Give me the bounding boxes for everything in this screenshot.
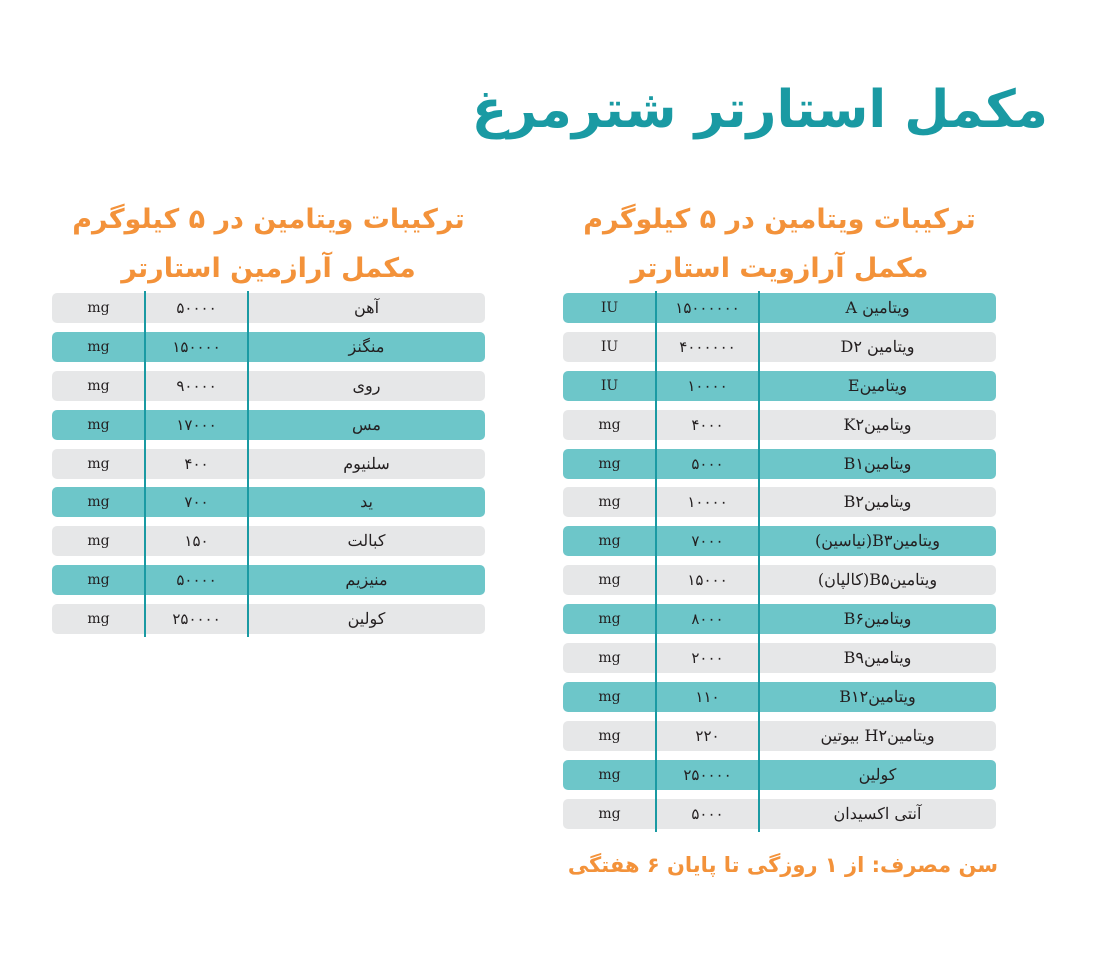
name-cell: ویتامینB۹	[843, 648, 912, 668]
unit-cell: mg	[87, 455, 110, 472]
usage-age-note: سن مصرف: از ۱ روزگی تا پایان ۶ هفتگی	[567, 853, 998, 877]
table-row	[563, 604, 996, 634]
unit-cell: mg	[87, 300, 110, 316]
unit-cell: IU	[600, 300, 619, 316]
amount-cell: ۱۵۰	[184, 532, 209, 551]
amount-cell: ۱۵۰۰۰	[687, 571, 728, 590]
unit-cell: mg	[598, 455, 621, 472]
left-section-title-line1: ترکیبات ویتامین در ۵ کیلوگرم	[72, 204, 465, 235]
amount-cell: ۷۰۰	[184, 493, 209, 512]
name-cell: ویتامینB۵(کالپان)	[817, 570, 938, 590]
amount-cell: ۸۰۰۰	[691, 610, 724, 629]
name-cell: ویتامینK۲	[843, 414, 912, 434]
left-section-title-line2: مکمل آرازمین استارتر	[121, 253, 416, 284]
unit-cell: mg	[598, 805, 621, 822]
right-section-title-line2: مکمل آرازویت استارتر	[630, 253, 929, 284]
unit-cell: mg	[87, 572, 110, 589]
name-cell: آنتی اکسیدان	[833, 803, 922, 823]
amount-cell: ۲۵۰۰۰۰	[172, 610, 221, 629]
unit-cell: IU	[600, 338, 619, 355]
name-cell: ویتامینB۲	[843, 492, 912, 512]
unit-cell: mg	[87, 338, 110, 355]
name-cell: منیزیم	[345, 570, 388, 590]
name-cell: آهن	[353, 298, 380, 317]
name-cell: روی	[352, 375, 381, 395]
table-row	[563, 643, 996, 673]
amount-cell: ۱۱۰	[695, 687, 720, 706]
name-cell: سلنیوم	[343, 453, 390, 473]
unit-cell: mg	[598, 572, 621, 589]
amount-cell: ۴۰۰۰	[691, 415, 724, 434]
table-row	[563, 371, 996, 401]
left-section-title	[52, 195, 485, 293]
unit-cell: mg	[598, 416, 621, 433]
table-row	[52, 293, 485, 323]
table-row	[52, 565, 485, 595]
table-row	[563, 293, 996, 323]
table-row	[563, 760, 996, 790]
name-cell: مس	[352, 414, 381, 434]
unit-cell: mg	[598, 727, 621, 744]
right-section-title-line1: ترکیبات ویتامین در ۵ کیلوگرم	[583, 204, 976, 235]
main-title: مکمل استارتر شترمرغ	[471, 80, 1048, 140]
amount-cell: ۴۰۰	[184, 454, 209, 473]
name-cell: ویتامینB۱	[843, 453, 912, 473]
table-divider	[655, 291, 657, 832]
name-cell: ویتامینE	[847, 375, 908, 395]
table-divider	[144, 291, 146, 637]
unit-cell: mg	[598, 650, 621, 667]
amount-cell: ۵۰۰۰۰	[176, 571, 217, 590]
table-row	[52, 487, 485, 517]
mineral-table	[52, 293, 485, 643]
unit-cell: mg	[87, 416, 110, 433]
unit-cell: mg	[598, 766, 621, 783]
unit-cell: mg	[598, 688, 621, 705]
table-row	[563, 682, 996, 712]
table-row	[563, 721, 996, 751]
amount-cell: ۵۰۰۰	[691, 804, 724, 823]
name-cell: کولین	[858, 764, 897, 784]
table-row	[52, 371, 485, 401]
table-row	[563, 410, 996, 440]
table-row	[52, 410, 485, 440]
table-row	[563, 565, 996, 595]
table-row	[52, 332, 485, 362]
table-row	[563, 449, 996, 479]
table-row	[563, 526, 996, 556]
amount-cell: ۴۰۰۰۰۰۰	[679, 337, 736, 356]
amount-cell: ۱۰۰۰۰	[687, 493, 728, 512]
table-row	[563, 799, 996, 829]
unit-cell: mg	[87, 494, 110, 511]
name-cell: منگنز	[348, 336, 385, 356]
amount-cell: ۵۰۰۰۰	[176, 299, 217, 317]
name-cell: کبالت	[347, 531, 386, 551]
name-cell: ویتامینB۳(نیاسین)	[815, 531, 940, 551]
amount-cell: ۱۷۰۰۰	[176, 415, 217, 434]
name-cell: ید	[360, 492, 373, 512]
table-row	[52, 604, 485, 634]
table-row	[563, 487, 996, 517]
amount-cell: ۱۰۰۰۰	[687, 376, 728, 395]
unit-cell: mg	[598, 611, 621, 628]
table-row	[52, 526, 485, 556]
unit-cell: mg	[598, 494, 621, 511]
amount-cell: ۲۰۰۰	[691, 649, 724, 668]
amount-cell: ۱۵۰۰۰۰۰۰	[675, 299, 740, 317]
name-cell: ویتامین A	[845, 298, 910, 317]
name-cell: ویتامینB۶	[843, 609, 912, 629]
unit-cell: mg	[87, 377, 110, 394]
table-row	[563, 332, 996, 362]
unit-cell: mg	[598, 533, 621, 550]
unit-cell: mg	[87, 533, 110, 550]
vitamin-table	[563, 293, 996, 837]
amount-cell: ۲۲۰	[695, 726, 720, 745]
unit-cell: IU	[600, 377, 619, 394]
table-row	[52, 449, 485, 479]
table-divider	[247, 291, 249, 637]
right-section-title	[563, 195, 996, 293]
unit-cell: mg	[87, 611, 110, 628]
amount-cell: ۷۰۰۰	[691, 532, 724, 551]
name-cell: ویتامینH۲ بیوتین	[820, 725, 935, 745]
amount-cell: ۹۰۰۰۰	[176, 376, 217, 395]
name-cell: ویتامین D۲	[840, 336, 915, 356]
name-cell: کولین	[347, 609, 386, 629]
amount-cell: ۲۵۰۰۰۰	[683, 765, 732, 784]
amount-cell: ۱۵۰۰۰۰	[172, 337, 221, 356]
table-divider	[758, 291, 760, 832]
amount-cell: ۵۰۰۰	[691, 454, 724, 473]
name-cell: ویتامینB۱۲	[839, 686, 916, 706]
